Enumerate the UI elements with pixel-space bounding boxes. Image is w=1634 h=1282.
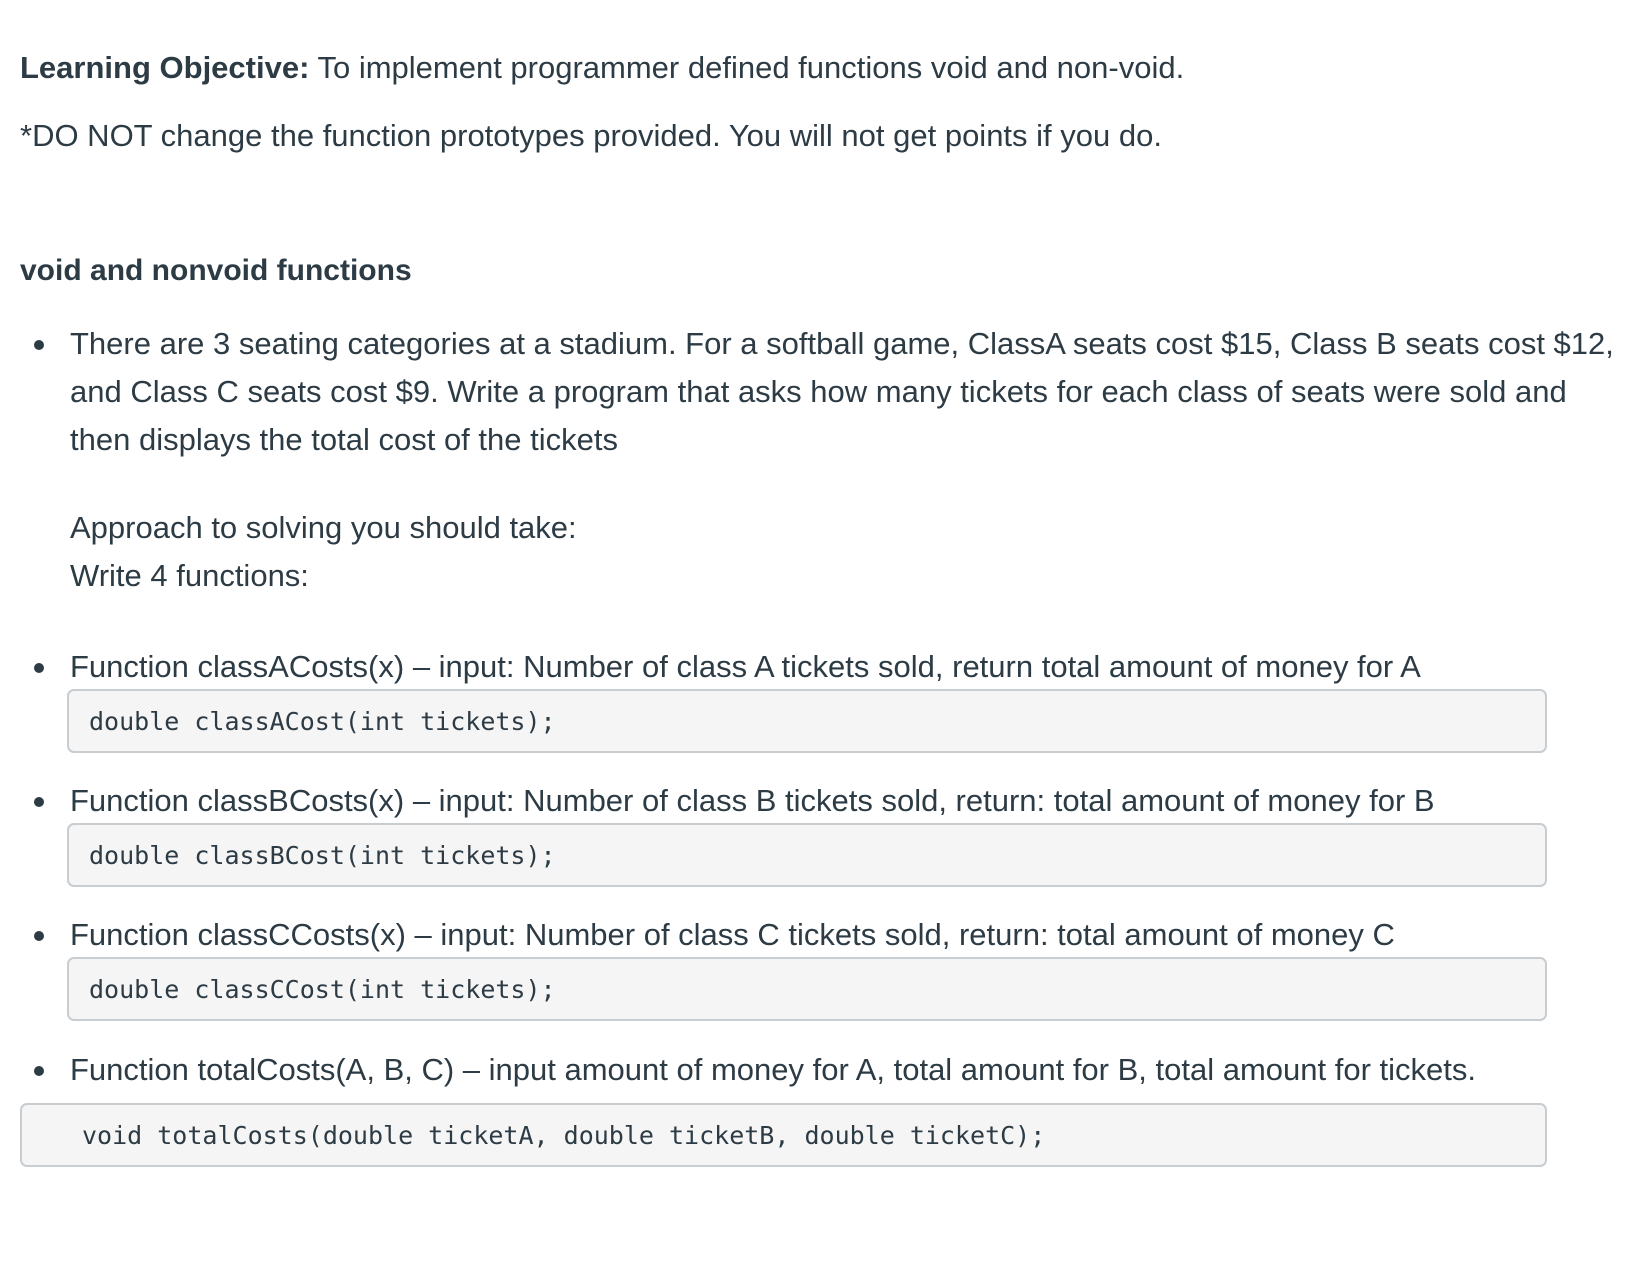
problem-statement (70, 320, 1630, 464)
learning-objective-text: To implement programmer defined functions void and non-void. (309, 50, 1185, 85)
approach-line-2: Write 4 functions: (70, 558, 309, 593)
problem-line-2: and Class C seats cost $9. Write a program that asks how many tickets for each class of seats were sold and (70, 374, 1567, 409)
bullet-icon (34, 931, 44, 941)
function-total-description: Function totalCosts(A, B, C) – input amount of money for A, total amount for B, total amount for tickets. (70, 1052, 1476, 1087)
function-b-description: Function classBCosts(x) – input: Number of class B tickets sold, return: total amount of money for B (70, 783, 1435, 818)
function-b-code: double classBCost(int tickets); (89, 840, 556, 870)
learning-objective-label: Learning Objective: (20, 50, 310, 85)
function-a-prototype (67, 689, 1547, 753)
function-total-code: void totalCosts(double ticketA, double ticketB, double ticketC); (82, 1120, 1046, 1150)
bullet-icon (34, 1066, 44, 1076)
problem-line-1: There are 3 seating categories at a stadium. For a softball game, ClassA seats cost $15, Class B seats cost $12, (70, 326, 1614, 361)
function-total-prototype (20, 1103, 1547, 1167)
bullet-icon (34, 797, 44, 807)
approach-block (70, 504, 577, 600)
function-c-prototype (67, 957, 1547, 1021)
function-a-description: Function classACosts(x) – input: Number of class A tickets sold, return total amount of money for A (70, 649, 1421, 684)
section-heading: void and nonvoid functions (20, 254, 412, 287)
approach-line-1: Approach to solving you should take: (70, 510, 577, 545)
function-c-description: Function classCCosts(x) – input: Number of class C tickets sold, return: total amount of money C (70, 917, 1395, 952)
bullet-icon (34, 340, 44, 350)
function-a-code: double classACost(int tickets); (89, 706, 556, 736)
bullet-icon (34, 663, 44, 673)
warning-note: *DO NOT change the function prototypes provided. You will not get points if you do. (20, 118, 1162, 153)
learning-objective (20, 45, 1184, 91)
function-c-code: double classCCost(int tickets); (89, 974, 556, 1004)
problem-line-3: then displays the total cost of the tickets (70, 422, 618, 457)
function-b-prototype (67, 823, 1547, 887)
